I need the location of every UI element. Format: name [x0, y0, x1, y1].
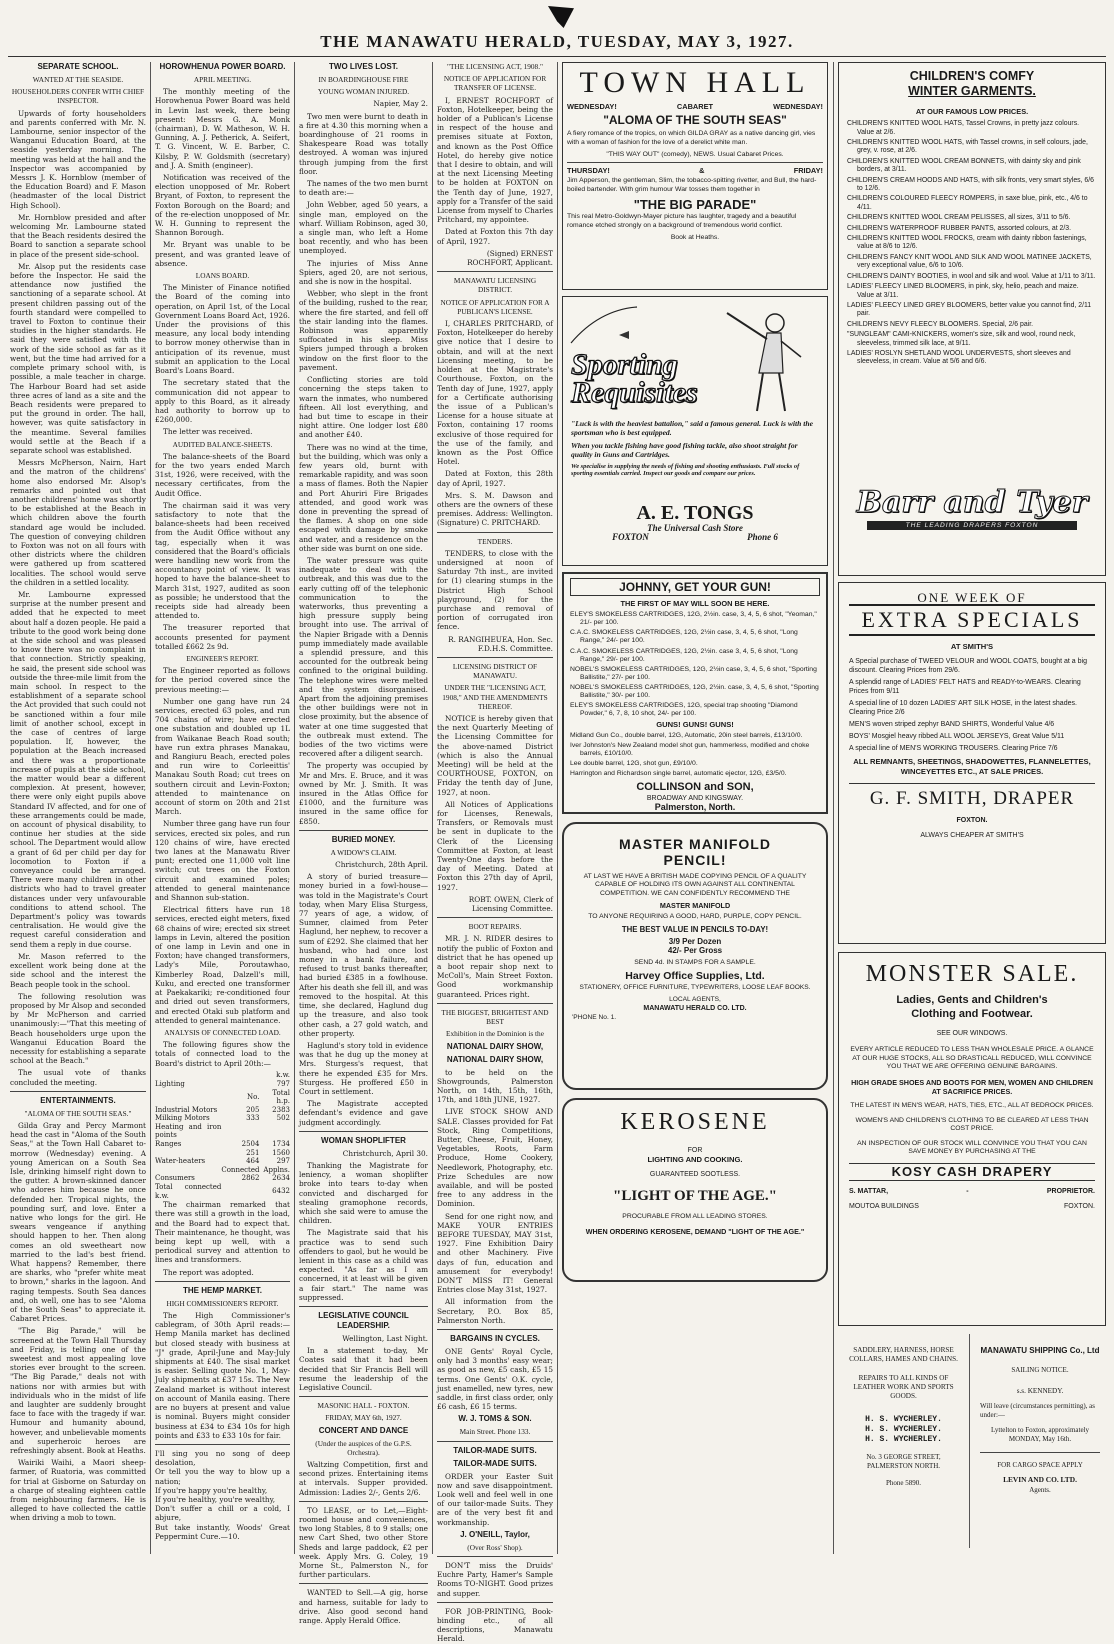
classified-ad: TO LEASE, or to Let,—Eight-roomed house and conveniences, two long Stables, 8 to 9 stalls; one new Cart Shed, two other Store Sheds and large paddock, £2 per week. Apply Mrs. G. Coley, 19 Morne St., Palmerston N., for further particulars.	[299, 1505, 428, 1580]
list-item: CHILDREN'S NEVY FLEECY BLOOMERS. Special, 2/6 pair.	[847, 320, 1034, 328]
column-1	[10, 62, 146, 1552]
ad-ship-name: s.s. KENNEDY.	[1016, 1387, 1064, 1396]
classified-ad: DON'T miss the Druids' Euchre Party, Hamer's Sample Rooms TO-NIGHT. Good prizes and supper.	[437, 1561, 553, 1598]
ad-store-name: A. E. TONGS	[636, 502, 754, 524]
list-item: BOYS' Mosgiel heavy ribbed ALL WOOL JERSEYS, Great Value 5/11	[849, 733, 1065, 741]
article-paragraph: A story of buried treasure—money buried in a fowl-house—was told in the Magistrate's Court today, when Mary Elisa Sturgess, 77 years of age, a widow, of Sumner, claimed from Peter Haglund, her nephew, to recover a sum of £292. She claimed that her husband, who had once lost money in a bank failure, and refused to trust banks thereafter, had buried £385 in a fowlhouse. After his death she fell ill, and was removed to the hospital. At this time, she declared, Haglund dug up the treasure, and also took other cash, a 27 gold watch, and other property.	[299, 872, 428, 1038]
article-paragraph: Wairiki Waihi, a Maori sheep-farmer, of Ruatoria, was committed for trial at Gisborne on Saturday on a charge of stealing eighteen cattle from neighbouring farmers. He is alleged to have collected the cattle when driving a mob to town.	[10, 1458, 146, 1523]
ad-product-name: MASTER MANIFOLD	[659, 901, 731, 911]
list-item: "SUNGLEAM" CAMI-KNICKERS, women's size, silk and wool, round neck, sleeveless, trimmed silk lace, at 9/11.	[847, 331, 1076, 347]
ad-paragraph: Will leave (circumstances permitting), as under:—	[980, 1402, 1095, 1420]
list-item: CHILDREN'S KNITTED WOOL HATS, with Tassel crowns, in self colours, jade, grey, v. rose, at 2/6.	[847, 139, 1088, 155]
notice-paragraph: TENDERS, to close with the undersigned at noon of Saturday 7th inst., are invited for (1) clearing stumps in the District High School playground, (2) for the purchase and removal of portion of corrugated iron fence.	[437, 548, 553, 632]
table-row: Total connected k.w. 6432	[155, 1183, 290, 1200]
article-paragraph: The letter was received.	[163, 427, 253, 437]
classified-ad: WANTED to Sell.—A gig, horse and harness, suitable for lady to drive. Also good second hand range. Apply Herald Office.	[299, 1588, 428, 1626]
ad-paragraph: We specialise in supplying the needs of fishing and shooting enthusiasts. Full stocks of sporting essentials carried. Inspect our goods and compare our prices.	[571, 462, 800, 478]
ad-paragraph: SEE OUR WINDOWS.	[936, 1030, 1008, 1037]
ad-slogan: ALWAYS CHEAPER AT SMITH'S	[920, 831, 1024, 839]
notice-paragraph: Waltzing Competition, first and second prizes. Entertaining items at intervals. Supper provided. Admission: Ladies 2/-, Gents 2/6.	[299, 1460, 428, 1497]
ad-title: CHILDREN'S COMFY	[909, 69, 1035, 83]
notice-heading: TAILOR-MADE SUITS.	[453, 1458, 537, 1468]
table-row: No. Total h.p.	[247, 1088, 290, 1106]
table-row: Industrial Motors 205 2383	[155, 1105, 290, 1114]
list-item: A Special purchase of TWEED VELOUR and WOOL COATS, bought at a big discount. Clearing Prices from 29/6.	[849, 658, 1087, 675]
column-divider	[833, 62, 834, 1554]
notice-subheading: (Under the auspices of the G.P.S. Orchestra).	[315, 1438, 412, 1457]
notice-heading: TENDERS.	[477, 536, 513, 546]
kerosene-ad	[562, 1098, 828, 1282]
article-paragraph: The Minister of Finance notified the Board of the coming into operation, on April 1st, of the Local Government Loans Board Act, 1926. Under the provisions of this measure, any local body intending to borrow money otherwise than in anticipation of its revenue, must submit an application to the Local Board's Loans Board.	[155, 283, 290, 376]
dateline: Wellington, Last Night.	[342, 1333, 428, 1343]
ad-paragraph: AT LAST WE HAVE A BRITISH MADE COPYING PENCIL OF A QUALITY CAPABLE OF HOLDING ITS OWN AGAINST ALL CONTINENTAL COMPETITION. WE CAN CONFIDENTLY RECOMMEND THE	[583, 873, 807, 897]
notice-paragraph: All Notices of Applications for Licenses, Renewals, Transfers, or Removals must be sent in duplicate to the Clerk of the Licensing Committee at Foxton, at least Twenty-One days before the day of Meeting. Dated at Foxton this 27th day of April, 1927.	[437, 799, 553, 892]
ad-paragraph: TO ANYONE REQUIRING A GOOD, HARD, PURPLE, COPY PENCIL.	[588, 913, 802, 921]
column-4	[437, 62, 553, 1644]
table-row: 251 1560	[246, 1148, 290, 1157]
column-divider	[432, 62, 433, 1554]
master-manifold-ad	[562, 822, 828, 1090]
notice-heading: MANAWATU LICENSING DISTRICT.	[453, 276, 537, 295]
list-item: CHILDREN'S WATERPROOF RUBBER PANTS, assorted colours, at 2/3.	[847, 224, 1072, 232]
masthead-emblem-icon	[548, 6, 574, 28]
ad-town: Palmerston, North.	[654, 802, 736, 813]
ad-paragraph: FOR	[687, 1147, 703, 1154]
article-subheading: ANALYSIS OF CONNECTED LOAD.	[164, 1027, 281, 1037]
notice-heading: BARGAINS IN CYCLES.	[450, 1333, 540, 1343]
article-paragraph: Messrs McPherson, Nairn, Hart and the matron of the childrens' home also endorsed Mr. Alsop's remarks and pointed out that another childrens' home was shortly to be established at the Beach in which children above the fourth standard age would be included. The question of conveying children to Foxton was not on all fours with other districts where the children were gathered up from scattered localities. The school would serve the children in a settled locality.	[10, 458, 146, 587]
childrens-comfy-ad	[838, 62, 1106, 576]
article-paragraph: Mr. Mason referred to the excellent work being done at the side school and the interest the Beach people took in the school.	[10, 951, 146, 989]
ad-paragraph: LIGHTING AND COOKING.	[647, 1155, 743, 1165]
ad-title: MASTER MANIFOLD	[619, 836, 771, 852]
ad-paragraph: SEND 4d. IN STAMPS FOR A SAMPLE.	[634, 959, 756, 967]
notice-paragraph: Dated at Foxton, this 28th day of April, 1927.	[437, 469, 553, 488]
article-paragraph: "The Big Parade," will be screened at the Town Hall Thursday and Friday, is telling one of the sweetest and most appealing love stories ever brought to the screen. "The Big Parade," deals not with nations nor with armies but with individuals who in the midst of life and laughter are suddenly brought face to face with the tragedy if war. Humour and humanity abound, however, and unbelievable moments and superheroic heroes are refreshingly absent. Book at Heaths.	[10, 1326, 146, 1456]
ad-store-name: KOSY CASH DRAPERY	[849, 1163, 1095, 1181]
ad-day: WEDNESDAY!	[773, 102, 823, 111]
ad-proprietor-label: PROPRIETOR.	[1046, 1187, 1095, 1195]
article-heading: LEGISLATIVE COUNCIL LEADERSHIP.	[318, 1310, 409, 1330]
ad-title: TOWN HALL	[579, 66, 811, 99]
list-item: Iver Johnston's New Zealand model shot gun, hammerless, modified and choke barrels, £10/10/0.	[570, 741, 810, 757]
notice-heading: "THE LICENSING ACT, 1908."	[446, 62, 543, 71]
ad-paragraph: EVERY ARTICLE REDUCED TO LESS THAN WHOLESALE PRICE. A GLANCE AT OUR HUGE STOCKS, ALL SO DRASTICALL REDUCED, WILL CONVINCE YOU THAT WE ARE OFFERING GENUINE BARGAINS.	[850, 1046, 1094, 1071]
ad-title: Requisites	[571, 376, 698, 409]
notice-heading: THE BIGGEST, BRIGHTEST AND BEST	[441, 1007, 549, 1027]
ad-title: MANAWATU SHIPPING Co., Ltd	[980, 1346, 1100, 1355]
shooter-illustration-icon	[723, 303, 819, 415]
article-subheading: A WIDOW'S CLAIM.	[330, 847, 397, 857]
masthead-rule	[8, 56, 1106, 57]
ad-paragraph: AN INSPECTION OF OUR STOCK WILL CONVINCE YOU THAT YOU CAN SAVE MONEY BY PURCHASING AT THE	[857, 1139, 1087, 1156]
article-paragraph: Webber, who slept in the front of the building, rushed to the rear, where the fire started, and fell off the stair landing into the flames. Robinson was apparently suffocated in his sleep. Miss Spiers jumped through a broken window on the first floor to the pavement.	[299, 289, 428, 372]
dateline: Christchurch, April 30.	[342, 1148, 428, 1158]
ad-separator: -	[966, 1187, 969, 1195]
column-divider	[557, 62, 558, 1554]
article-paragraph: The chairman remarked that there was still a growth in the load, and the Board had to expect that. Their maintenance, he thought, was being kept up well, with a periodical survey and attention to lines and transformers.	[155, 1200, 290, 1265]
ad-title-top: ONE WEEK OF	[917, 590, 1027, 605]
list-item: CHILDREN'S CREAM HOODS AND HATS, with silk fronts, very smart styles, 6/6 to 12/6.	[847, 176, 1094, 193]
list-item: C.A.C. SMOKELESS CARTRIDGES, 12G, 2½in. case 3, 4, 5, 6 shot, "Long Range," 29/- per 100.	[570, 647, 798, 663]
notice-title: CONCERT AND DANCE	[318, 1425, 409, 1435]
ad-day: THURSDAY!	[567, 166, 610, 176]
article-subheading: LOANS BOARD.	[195, 271, 250, 281]
johnny-get-your-gun-ad	[562, 572, 828, 814]
article-paragraph: The Magistrate said that his practice was to send such offenders to gaol, but he would be lenient in this case as a child was expected. "As far as I am concerned, it at least will be given a fair start." The name was suppressed.	[299, 1228, 428, 1302]
ad-paragraph: This real Metro-Goldwyn-Mayer picture has laughter, tragedy and a beautiful romance etched strongly on a background of tremendous world conflict.	[567, 213, 797, 229]
ad-subtitle: GUNS! GUNS! GUNS!	[656, 720, 734, 730]
ad-paragraph: SADDLERY, HARNESS, HORSE COLLARS, HAMES AND CHAINS.	[849, 1346, 958, 1363]
notice-paragraph: I, CHARLES PRITCHARD, of Foxton, Hotelkeeper do hereby give notice that I desire to obtain, and will at the next Licensing meeting, to be holden at the Magistrate's Courthouse, Foxton, on the Tenth day of June, 1927, apply for a Certificate authorising the issue of a Publican's License for a house situate at Foxton, containing 17 rooms exclusive of those required for the use of the family, and known as the Post Office Hotel.	[437, 319, 553, 467]
article-paragraph: In a statement to-day, Mr Coates said that it had been decided that Sir Francis Bell will resume the leadership of the Legislative Council.	[299, 1346, 428, 1392]
table-row: Lighting 797	[155, 1079, 290, 1088]
sporting-requisites-ad	[562, 296, 828, 566]
article-paragraph: The Magistrate accepted defendant's evidence and gave judgment accordingly.	[299, 1099, 428, 1127]
article-heading: ENTERTAINMENTS.	[40, 1095, 116, 1105]
list-item: CHILDREN'S KNITTED WOOL HATS, Tassel Crowns, in pretty jazz colours. Value at 2/6.	[847, 120, 1080, 136]
page-title: THE MANAWATU HERALD, TUESDAY, MAY 3, 1927.	[320, 32, 794, 51]
ad-agents-label: Agents.	[1029, 1485, 1051, 1494]
list-item: MEN'S woven striped zephyr BAND SHIRTS, Wonderful Value 4/6	[849, 721, 1055, 729]
notice-paragraph: I, ERNEST ROCHFORT of Foxton, Hotelkeeper, being the holder of a Publican's License in respect of the house and premises situate at Foxton, and known as the Post Office Hotel, do hereby give notice that I desire to obtain, and will at the next Licensing Meeting to be holden at FOXTON on the Tenth day of June, 1927, apply for a Transfer of the said License from myself to Charles Pritchard, my appointee.	[437, 95, 553, 225]
column-2	[155, 62, 290, 1552]
list-item: C.A.C. SMOKELESS CARTRIDGES, 12G, 2½in case, 3, 4, 5, 6 shot, "Long Range," 24/- per 100.	[570, 629, 798, 645]
article-paragraph: The secretary stated that the communication did not appear to apply to this Board, as it already had authority to borrow up to £260,000.	[155, 378, 290, 425]
ad-subtitle: AT SMITH'S	[950, 642, 994, 652]
ad-brand: "LIGHT OF THE AGE."	[613, 1187, 777, 1204]
notice-signature: R. RANGIHEUEA, Hon. Sec. F.D.H.S. Committee.	[448, 634, 553, 653]
article-paragraph: Electrical fitters have run 18 services, erected eight meters, fixed 68 chains of wire; erected six street lamps in Levin, altered the position of one lamp in Levin and one in Foxton; have changed transformers, Lady's Mile, Poroutawhao, Kimberley Road, Dalzell's mill, Kuku, and erected one transformer at Paekakariki; re-conditioned four and dried out seven transformers, and erected Otaki sub platform and attended to general maintenance.	[155, 905, 290, 1025]
ad-paragraph: STATIONERY, OFFICE FURNITURE, TYPEWRITERS, LOOSE LEAF BOOKS.	[579, 983, 811, 991]
table-row: Water-heaters 464 297	[155, 1157, 290, 1166]
notice-paragraph: to be held on the Showgrounds, Palmerston North, on 14th, 15th, 16th, 17th, and 18th JUNE, 1927.	[437, 1067, 553, 1105]
ad-town: FOXTON	[612, 532, 649, 543]
article-heading: THE HEMP MARKET.	[183, 1285, 262, 1295]
ad-paragraph: HIGH GRADE SHOES AND BOOTS FOR MEN, WOMEN AND CHILDREN AT SACRIFICE PRICES.	[851, 1077, 1093, 1096]
ad-paragraph: ALL REMNANTS, SHEETINGS, SHADOWETTES, FLANNELETTES, WINCEYETTES ETC., AT SALE PRICES.	[853, 757, 1091, 776]
list-item: CHILDREN'S COLOURED FLEECY ROMPERS, in saxe blue, pink, etc., 4/6 to 4/11.	[847, 195, 1088, 211]
ad-store-name: COLLINSON and SON,	[636, 781, 754, 793]
ad-day: WEDNESDAY!	[567, 102, 617, 111]
article-paragraph: There was no wind at the time, but the building, which was only a few years old, burnt with remarkable rapidity, and was soon a mass of flames. Both the Napier and Port Ahuriri Fire Brigades attended, and good work was done in preventing the spread of the flames. A shop on one side escaped with damage by smoke and water, and a residence on the other side was burnt on one side.	[299, 442, 428, 553]
list-item: Harrington and Richardson single barrel, automatic ejector, 12G, £3/5/0.	[570, 769, 787, 777]
article-paragraph: The monthly meeting of the Horowhenua Power Board was held in Levin last week, there being present: Messrs G. A. Monk (chairman), D. W. Matheson, W. H. Gunning, A. J. Petherick, A. Seifert, T. G. Vincent, W. E. Barber, C. Kilsby, P. W. Goldsmith (secretary) and J. A. Smith (engineer).	[155, 87, 290, 170]
ad-title: Sporting	[571, 348, 678, 381]
article-paragraph: The names of the two men burnt to death are:—	[299, 179, 428, 198]
ad-highlight: THE BEST VALUE IN PENCILS TO-DAY!	[621, 924, 769, 934]
ad-subtitle: THE FIRST OF MAY WILL SOON BE HERE.	[620, 599, 770, 608]
ad-day: CABARET	[676, 102, 714, 111]
list-item: A special line of MEN'S WORKING TROUSERS. Clearing Price 7/6	[849, 745, 1058, 753]
ad-paragraph: THE LATEST IN MEN'S WEAR, HATS, TIES, ETC., ALL AT BEDROCK PRICES.	[850, 1101, 1094, 1109]
ad-address: BROADWAY AND KINGSWAY.	[646, 795, 744, 802]
article-subheading: WANTED AT THE SEASIDE.	[32, 75, 124, 84]
ad-town: FOXTON.	[956, 816, 988, 824]
notice-paragraph: Mrs. S. M. Dawson and others are the owners of these premises. Address: Wellington. (Signature) C. PRITCHARD.	[437, 490, 553, 528]
masthead	[0, 0, 1114, 58]
article-paragraph: Number three gang have run four services, erected six poles, and run 120 chains of wire, have erected two lanes at the Manawatu River punt; erected one 11,000 volt line switch; cut trees on the Foxton circuit and examined poles; attended to general maintenance and Shannon sub-station.	[155, 819, 290, 903]
article-paragraph: The water pressure was quite inadequate to deal with the outbreak, and this was due to the early cutting off of the telephonic communication to the waterworks, thus preventing a high pressure supply being brought into use. The arrival of the Napier Brigade with a Dennis pump immediately made available a splendid pressure, and this accounted for the outbreak being confined to the original building. The telephone wires were melted and the system disorganised. Apart from the adjoining premises the other buildings were not in close proximity, but the absence of water at one time suggested that the outbreak must extend. The bodies of the two victims were recovered after a diligent search.	[299, 555, 428, 759]
list-item: NOBEL'S SMOKELESS CARTRIDGES, 12G, 2½in. case, 3, 4, 5, 6 shot, "Sporting Ballistite," 30/- per 100.	[570, 683, 819, 700]
notice-subheading: NOTICE OF APPLICATION FOR TRANSFER OF LICENSE.	[443, 74, 547, 93]
load-unit: k.w.	[276, 1070, 290, 1079]
ad-tagline: The Universal Cash Store	[647, 523, 743, 533]
ad-paragraph: "THIS WAY OUT" (comedy), NEWS. Usual Cabaret Prices.	[606, 151, 784, 159]
article-heading: SEPARATE SCHOOL.	[37, 62, 119, 71]
article-paragraph: Number one gang have run 24 services, erected 63 poles, and run 704 chains of wire; have erected one substation and doubled up 1L from Waikanae Beach Road south; have run extra phrases Manakau, and Rangiuru Beach, erected poles and run wire to Corleeittis' Manakau South Road; cut trees on southern circuit and Levin-Foxton; attended to maintenance on account of storm on 20th and 21st March.	[155, 696, 290, 817]
ad-address: MOUTOA BUILDINGS	[849, 1203, 919, 1211]
ad-title: WINTER GARMENTS.	[908, 84, 1036, 98]
article-paragraph: The High Commissioner's cablegram, of 30th April reads:—Hemp Manila market has declined but closed steady with business at "J" grade, April-June and May-July shipments at £40. The sisal market is easier. Selling quote No. 1, May-July shipments at £37 15s. The New Zealand market is without interest on account of Manila easing. There are no buyers at present and value is nominal. Buyers might consider business at £34 to £34 10s for high points and £33 to £33 10s for fair.	[155, 1311, 290, 1440]
ad-paragraph: GUARANTEED SOOTLESS.	[649, 1171, 741, 1179]
article-subheading: YOUNG WOMAN INJURED.	[317, 87, 410, 97]
notice-paragraph: All information from the Secretary, P.O. Box 85, Palmerston North.	[437, 1297, 553, 1325]
notice-paragraph: ORDER your Easter Suit now and save disappointment. Look well and feel well in one of our tailor-made Suits. They are of the very best fit and workmanship.	[437, 1471, 553, 1527]
article-heading: TWO LIVES LOST.	[329, 62, 398, 71]
article-paragraph: Mr. Bryant was unable to be present, and was granted leave of absence.	[155, 240, 290, 268]
notice-subheading: UNDER THE "LICENSING ACT, 1908," AND THE AMENDMENTS THEREOF.	[442, 683, 548, 711]
notice-subheading: NOTICE OF APPLICATION FOR A PUBLICAN'S LICENSE.	[440, 297, 550, 316]
column-divider	[294, 62, 295, 1554]
classified-ad: FOR JOB-PRINTING, Book-binding etc., of all descriptions, Manawatu Herald.	[437, 1606, 553, 1644]
article-paragraph: Notification was received of the election unopposed of Mr. Robert Bryant, of Foxton, to represent the Foxton Borough on the Board; and of the re-election unopposed of Mr. W. H. Gunning to represent the Shannon Borough.	[155, 173, 290, 238]
ad-film-title: "THE BIG PARADE"	[633, 197, 757, 213]
article-paragraph: The report was adopted.	[163, 1267, 254, 1277]
dateline: Napier, May 2.	[373, 99, 428, 109]
table-row: Ranges 2504 1734	[155, 1140, 290, 1149]
notice-paragraph: MR. J. N. RIDER desires to notify the public of Foxton and district that he has opened up a boot repair shop next to McColl's, Main Street Foxton. Good workmanship guaranteed. Prices right.	[437, 934, 553, 999]
show-name: NATIONAL DAIRY SHOW,	[446, 1054, 544, 1064]
ad-paragraph: LOCAL AGENTS,	[669, 995, 721, 1003]
barr-and-tyer-logo: Barr and Tyer	[856, 485, 1088, 520]
ad-film-title: "ALOMA OF THE SOUTH SEAS"	[603, 113, 787, 128]
show-name: NATIONAL DAIRY SHOW,	[446, 1041, 544, 1051]
ad-store-name: G. F. SMITH, DRAPER	[869, 787, 1075, 809]
notice-signature: W. J. TOMS & SON.	[458, 1414, 532, 1424]
monster-sale-ad	[838, 952, 1106, 1326]
article-paragraph: The balance-sheets of the Board for the two years ended March 31st, 1926, were received, with the necessary certificates, from the Audit Office.	[155, 451, 290, 498]
notice-paragraph: Send for one right now, and MAKE YOUR ENTRIES BEFORE TUESDAY, MAY 31st, 1927. Fine Exhibition Dairy and other Machinery. Five days of fun, education and amusement for everybody! DON'T MISS IT! General Entries close May 31st, 1927.	[437, 1211, 553, 1295]
article-subheading: IN BOARDINGHOUSE FIRE	[318, 75, 409, 84]
fishing-illustration-icon	[569, 305, 639, 345]
table-row: Connected Applns.	[221, 1165, 290, 1174]
town-hall-ad	[562, 62, 828, 290]
article-paragraph: The treasurer reported that accounts presented for payment totalled £662 2s 9d.	[155, 623, 290, 651]
ad-paragraph: REPAIRS TO ALL KINDS OF LEATHER WORK AND SPORTS GOODS.	[853, 1374, 954, 1400]
shipping-ad	[974, 1334, 1106, 1548]
ad-phone: 'PHONE No. 1.	[572, 1014, 617, 1022]
ad-paragraph: When you tackle fishing have good fishing tackle, also shoot straight for quality in Guns and Cartridges.	[571, 440, 798, 460]
table-row: Milking Motors 333 502	[155, 1114, 290, 1123]
article-paragraph: The property was occupied by Mr and Mrs. E. Bruce, and it was owned by Mr. J. Smith. It was insured in the Atlas Office for £1000, and the furniture was insured in the same office for £850.	[299, 761, 428, 826]
list-item: A splendid range of LADIES' FELT HATS and READY-to-WEARS. Clearing Prices from 9/11	[849, 679, 1081, 696]
list-item: CHILDREN'S KNITTED WOOL FROCKS, cream with dainty ribbon fastenings, value at 8/6 to 12/6.	[847, 235, 1087, 251]
article-subheading: HIGH COMMISSIONER'S REPORT.	[166, 1298, 279, 1308]
notice-paragraph: LIVE STOCK SHOW AND SALE. Classes provided for Fat Stock, Ring Competitions, Butter, Cheese, Fruit, Honey, Vegetables, Roots, Farm Produce, Home Cookery, Needlework, Photography, etc. Prize Schedules are now available, and will be posted free to any address in the Dominion.	[437, 1107, 553, 1209]
notice-signature: J. O'NEILL, Taylor,	[460, 1529, 530, 1539]
list-item: ELEY'S SMOKELESS CARTRIDGES, 12G, special trap shooting "Diamond Powder," 6, 7, 8, 10 shot, 24/- per 100.	[570, 702, 798, 718]
article-paragraph: Haglund's story told in evidence was that he dug up the money at Mrs. Sturgess's request, that there he expended £35 for Mrs. Sturgess. He proffered £50 in Court in settlement.	[299, 1040, 428, 1096]
article-paragraph: The usual vote of thanks concluded the meeting.	[10, 1068, 146, 1087]
notice-heading: BOOT REPAIRS.	[468, 922, 522, 932]
article-paragraph: Conflicting stories are told concerning the steps taken to warn the inmates, who numbered fifteen. All lost everything, and had but time to escape in their night attire. One lodger lost £80 and another £40.	[299, 375, 428, 440]
notice-address: (Over Ross' Shop).	[467, 1542, 523, 1552]
table-row: Heating and iron points	[155, 1122, 222, 1140]
ad-agent-name: MANAWATU HERALD CO. LTD.	[643, 1005, 747, 1013]
article-paragraph: The following resolution was proposed by Mr Alsop and seconded by Mr McPherson and carried unanimously:—"That this meeting of Beach householders urge upon the Wanganui Education Board the necessity for establishing a separate school at the Beach."	[10, 991, 146, 1066]
ad-store-name: H. S. WYCHERLEY.	[865, 1435, 942, 1444]
list-item: CHILDREN'S FANCY KNIT WOOL AND SILK AND WOOL MATINEE JACKETS, very exceptional value, 6/6 to 10/6.	[847, 253, 1092, 270]
ad-paragraph: WOMEN'S AND CHILDREN'S CLOTHING TO BE CLEARED AT LESS THAN COST PRICE.	[855, 1116, 1089, 1133]
list-item: CHILDREN'S KNITTED WOOL CREAM BONNETS, with dainty sky and pink borders, at 3/11.	[847, 157, 1081, 174]
ad-paragraph: PROCURABLE FROM ALL LEADING STORES.	[622, 1212, 768, 1220]
notice-paragraph: Dated at Foxton this 7th day of April, 1927.	[437, 227, 553, 246]
article-subheading: HOUSEHOLDERS CONFER WITH CHIEF INSPECTOR.	[11, 87, 145, 106]
extra-specials-ad	[838, 582, 1106, 944]
ad-price: 42/- Per Gross	[667, 946, 723, 956]
column-divider	[150, 62, 151, 1554]
ad-paragraph: "Luck is with the heaviest battalion," said a famous general. Luck is with the sportsman who is best equipped.	[571, 419, 813, 438]
notice-signature: ROBT. OWEN, Clerk of Licensing Committee.	[468, 894, 553, 914]
ad-phone: Phone 6	[747, 532, 778, 543]
list-item: CHILDREN'S DAINTY BOOTIES, in wool and silk and wool. Value at 1/11 to 3/11.	[847, 272, 1096, 280]
ad-paragraph: Book at Heaths.	[670, 234, 720, 242]
ad-day: FRIDAY!	[793, 166, 823, 176]
list-item: Midland Gun Co., double barrel, 12G, Automatic, 20in steel barrels, £13/10/0.	[570, 731, 803, 739]
ad-price: 3/9 Per Dozen	[668, 937, 722, 947]
list-item: A special line of 10 dozen LADIES' ART SILK HOSE, in the latest shades. Clearing Price 2/6	[849, 700, 1077, 717]
article-subheading: APRIL MEETING.	[193, 75, 252, 84]
list-item: CHILDREN'S KNITTED WOOL CREAM PELISSES, all sizes, 3/11 to 5/6.	[847, 214, 1071, 222]
ad-subtitle: Clothing and Footwear.	[911, 1008, 1033, 1020]
article-heading: WOMAN SHOPLIFTER	[321, 1135, 406, 1145]
ad-paragraph: Jim Apperson, the gentleman, Slim, the tobacco-spitting rivetter, and Bull, the hard-boiled bartender. With grim humour War tosses them together in	[567, 177, 817, 193]
article-paragraph: The injuries of Miss Anne Spiers, aged 20, are not serious, and she is now in the hospital.	[299, 258, 428, 287]
ad-paragraph: FOR CARGO SPACE APPLY	[997, 1461, 1083, 1470]
table-row: Consumers 2862 2634	[155, 1174, 290, 1183]
ad-paragraph: A fiery romance of the tropics, on which GILDA GRAY as a native dancing girl, vies with a woman of fashion for the love of a derelict white man.	[567, 130, 816, 146]
list-item: LADIES' ROSLYN SHETLAND WOOL UNDERVESTS, short sleeves and sleeveless, in cream. Value at 5/6 and 6/6.	[847, 349, 1071, 366]
notice-heading: LICENSING DISTRICT OF MANAWATU.	[452, 661, 538, 681]
ad-day: &	[699, 166, 705, 176]
ad-proprietor: S. MATTAR,	[849, 1187, 889, 1195]
ad-title: PENCIL!	[663, 852, 727, 868]
ad-subtitle: SAILING NOTICE.	[1011, 1366, 1069, 1374]
logo-banner: THE LEADING DRAPERS FOXTON	[867, 521, 1077, 530]
list-item: NOBEL'S SMOKELESS CARTRIDGES, 12G, 2½in case, 3, 4, 5, 6 shot, "Sporting Ballistite," 27/- per 100.	[570, 665, 817, 681]
notice-paragraph: ONE Gents' Royal Cycle, only had 3 months' easy wear; as good as new, £5 cash, £5 15 terms. One Gents' O.K. cycle, just enamelled, new tyres, new saddle, in first class order, only £6 cash, £6 15 terms.	[437, 1346, 553, 1412]
ad-title: KEROSENE	[620, 1109, 770, 1135]
ad-firm-name: Harvey Office Supplies, Ltd.	[625, 969, 765, 982]
ad-title: EXTRA SPECIALS	[849, 604, 1095, 636]
article-subheading: "ALOMA OF THE SOUTH SEAS."	[24, 1108, 132, 1118]
column-3	[299, 62, 428, 1626]
list-item: LADIES' FLEECY LINED BLOOMERS, in pink, sky, helio, peach and maize. Value at 3/11.	[847, 283, 1079, 299]
ad-title: JOHNNY, GET YOUR GUN!	[570, 578, 820, 596]
ad-phone: Phone 5890.	[886, 1479, 921, 1487]
article-heading: HOROWHENUA POWER BOARD.	[159, 62, 286, 71]
ad-paragraph: WHEN ORDERING KEROSENE, DEMAND "LIGHT OF THE AGE."	[585, 1226, 805, 1236]
notice-date: FRIDAY, MAY 6th, 1927.	[325, 1413, 402, 1423]
ad-paragraph: Lyttelton to Foxton, approximately MONDAY, May 16th.	[991, 1426, 1089, 1444]
article-paragraph: Mr. Lambourne expressed surprise at the number present and added that he expected to meet about half a dozen people. He paid a tribute to the good work being done at the side school and was pleased to know there was no complaint in that connection. Strictly speaking, he said, the present side school was outside the three-mile limit from the main school. In respect to the establishment of a separate school the Act provided that such could not be sanctioned within a four mile limit of another school, except in the case of centres of large population. If, however, the population at the Beach increased and there was a proportionate increase of pupils at the side school, the matter would bear a different complexion. At present, however, there were only eight pupils above Standard IV affected, and for one of these arrangements could be made, on account of physical disability, to continue her studies at the side school. The Department would allow a grant of 6d per child per day for locomotion to Foxton if a conveyance could be arranged. There were many children in other districts who had to travel greater distances under very unfavourable conditions to attend school. The Department's policy was towards centralisation. He would give the request careful consideration and send them a reply in due course.	[10, 589, 146, 949]
ad-store-name: H. S. WYCHERLEY.	[865, 1415, 942, 1424]
article-paragraph: Thanking the Magistrate for leniency, a woman shoplifter broke into tears to-day when convicted and discharged for stealing gramophone records, which she said were to amuse the children.	[299, 1160, 428, 1226]
article-paragraph: Gilda Gray and Percy Marmont head the cast in "Aloma of the South Seas," at the Town Hall Cabaret to-morrow (Wednesday) evening. A young American on a South Sea Isle, drinking himself right down to the gutter. A brown-skinned dancer who adores him because he once defended her. Tropical nights, the pounding surf, and love. Enter a native who longs for the girl. He swears vengeance if anything should happen to her. Then along comes an old sweetheart now married to the lad's best friend. What happens? Remember, there are sharks, who "prefer white meat to brown," sharks in the lagoon. And raging tempests. South Sea dances and, oh well, one has to see "Aloma of the South Seas" to appreciate it. Cabaret Prices.	[10, 1120, 146, 1324]
ad-town: FOXTON.	[1064, 1203, 1095, 1211]
article-paragraph: Mr. Alsop put the residents case before the Inspector. He said the attendance now justified the sanctioning of a separate school. At present children passing out of the fourth standard were compelled to travel to Foxton to continue their studies in the higher standards. He said they were satisfied with the work of the side school as far as it went, but the time had arrived for a complete primary school with, is possible, a male teacher in charge. The Harbour Board had set aside three acres of land as a site and the Beach residents were prepared to put the ground in order. The hall, however, was quite satisfactory in the meantime. Several families would settle at the Beach if a separate school was established.	[10, 261, 146, 455]
article-paragraph: Upwards of forty householders and parents conferred with Mr. N. Lambourne, senior inspector of the Wanganui Education Board, at the seaside yesterday morning. The meeting was held at the hall and the Inspector was accompanied by Messrs J. K. Hornblow (member of the Education Board) and F. Mason (headmaster of the local District High School).	[10, 108, 146, 210]
notice-address: Main Street. Phone 133.	[459, 1427, 531, 1437]
ad-address: No. 3 GEORGE STREET, PALMERSTON NORTH.	[866, 1453, 941, 1470]
article-paragraph: The Engineer reported as follows for the period covered since the previous meeting:—	[155, 666, 290, 694]
article-subheading: AUDITED BALANCE-SHEETS.	[172, 439, 273, 449]
saddlery-ad	[838, 1334, 970, 1548]
load-table	[155, 1080, 290, 1200]
ad-subtitle: AT OUR FAMOUS LOW PRICES.	[915, 107, 1029, 116]
article-paragraph: Two men were burnt to death in a fire at 4.30 this morning when a boardinghouse of 21 rooms in Shakespeare Road was totally destroyed. A woman was injured through jumping from the first floor.	[299, 111, 428, 176]
ad-store-name: H. S. WYCHERLEY.	[865, 1425, 942, 1434]
dateline: Christchurch, 28th April.	[335, 860, 428, 870]
ad-title: MONSTER SALE.	[865, 961, 1079, 987]
article-paragraph: John Webber, aged 50 years, a single man, employed on the wharf. William Robinson, aged 30, a single man, who left a Home boat recently, and who has been unemployed.	[299, 200, 428, 256]
article-paragraph: Mr. Hornblow presided and after welcoming Mr. Lambourne stated that the Beach residents desired the Board to sanction a separate school in place of the present side-school.	[10, 212, 146, 259]
ad-agent-name: LEVIN AND CO. LTD.	[1003, 1474, 1077, 1484]
notice-heading: TAILOR-MADE SUITS.	[453, 1445, 537, 1455]
list-item: LADIES' FLEECY LINED GREY BLOOMERS, better value you cannot find, 2/11 pair.	[847, 301, 1092, 318]
list-item: ELEY'S SMOKELESS CARTRIDGES, 12G, 2½in. case, 3, 4, 5, 6 shot, "Yeoman," 21/- per 100.	[570, 611, 817, 627]
ad-subtitle: Ladies, Gents and Children's	[896, 994, 1048, 1006]
article-heading: BURIED MONEY.	[331, 834, 396, 844]
notice-paragraph: NOTICE is hereby given that the next Quarterly Meeting of the Licensing Committee for the above-named District (which is also the Annual Meeting) will be held at the COURTHOUSE, FOXTON, on Friday the tenth day of June, 1927, at noon.	[437, 714, 553, 797]
notice-subheading: Exhibition in the Dominion is the	[446, 1029, 544, 1039]
list-item: Lee double barrel, 12G, shot gun, £9/10/0.	[570, 759, 698, 767]
article-paragraph: The chairman said it was very satisfactory to note that the balance-sheets had been received from the Audit Office without any tag, especially when it was considered that the Board's officials were handling new work from the accountancy point of view. It was hoped to have the balance-sheet to March 31st, 1927, audited as soon as possible; he understood that the receipts side had already been attended to.	[155, 500, 290, 621]
advertisement-verse: I'll sing you no song of deep desolation, Or tell you the way to blow up a nation; If you're happy you're healthy, If you're healthy, you're wealthy, Don't suffer a chill or a cold, I abjure, But take instantly, Woods' Great Peppermint Cure.—10.	[155, 1448, 290, 1541]
notice-signature: (Signed) ERNEST ROCHFORT, Applicant.	[467, 248, 553, 268]
notice-heading: MASONIC HALL - FOXTON.	[317, 1401, 410, 1411]
article-subheading: ENGINEER'S REPORT.	[186, 653, 259, 663]
article-paragraph: The following figures show the totals of connected load to the Board's district to April 20th:—	[155, 1040, 290, 1068]
